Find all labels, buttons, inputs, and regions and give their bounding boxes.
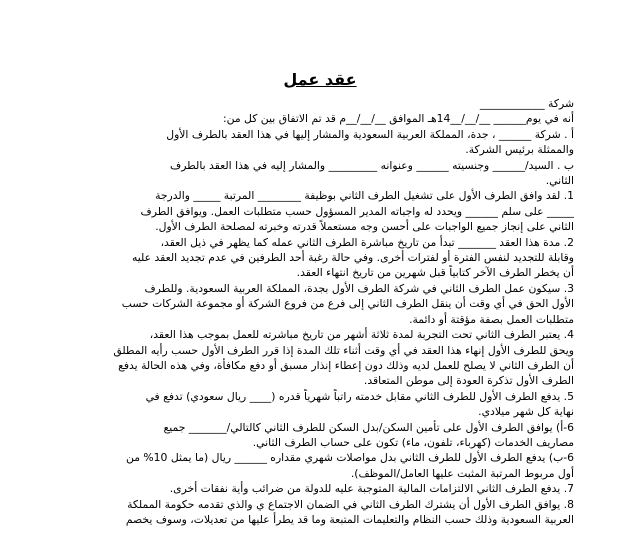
party-a-line: أ . شركة ______ ، جدة، المملكة العربية السعودية والمشار إليها في هذا العقد بالطرف الأول <box>166 127 574 141</box>
clause-4-line: أن الطرف الثاني لا يصلح للعمل لديه وذلك دون إعطاء إنذار مسبق أو دفع مكافأة، وفي هذه الحالة يدفع <box>118 358 574 372</box>
company-line: شركة ____________ <box>479 97 574 110</box>
contract-body <box>44 96 574 527</box>
clause-5-line: 5. يدفع الطرف الأول للطرف الثاني مقابل خدمته راتباً شهرياً قدره (____ ريال سعودي) تدفع في <box>145 389 574 403</box>
date-line: أنه في يوم______ __/__/__14هـ الموافق __/__/__م قد تم الاتفاق بين كل من: <box>222 112 574 126</box>
clause-3-line: 3. سيكون عمل الطرف الثاني في شركة الطرف الأول بجدة، المملكة العربية السعودية. وللطرف <box>144 281 574 295</box>
party-b-cont-line: الثاني. <box>545 174 574 188</box>
clause-2-line: وقابلة للتجديد لنفس الفترة أو لفترات أخرى. وفي حالة رغبة أحد الطرفين في عدم تجديد العقد عليه <box>132 251 574 265</box>
clause-3-line: متطلبات العمل بصفة مؤقتة أو دائمة. <box>409 312 574 326</box>
clause-5-line: نهاية كل شهر ميلادي. <box>478 405 574 419</box>
clause-6a-line: 6-أ) يوافق الطرف الأول على تأمين السكن/بدل السكن للطرف الثاني كالتالي/_______ جميع <box>163 420 574 434</box>
party-b-line: ب . السيد/______ وجنسيته ______ وعنوانه _________ والمشار إليه في هذا العقد بالطرف <box>170 158 574 172</box>
clause-6a-line: مصاريف الخدمات (كهرباء، تلفون، ماء) تكون على حساب الطرف الثاني. <box>252 435 574 449</box>
clause-3-line: الأول الحق في أي وقت أن ينقل الطرف الثاني إلى فرع من فروع الشركة أو مجموعة الشركات حسب <box>121 297 574 311</box>
party-a-rep-line: والممثلة برئيس الشركة. <box>465 143 574 157</box>
clause-1-line: _____ على سلم ______ ويحدد له واجباته المدير المسؤول حسب متطلبات العمل. ويوافق الطرف <box>140 204 574 218</box>
clause-2-line: أن يخطر الطرف الآخر كتابياً قبل شهرين من تاريخ انتهاء العقد. <box>296 266 574 280</box>
clause-4-line: ويحق للطرف الأول إنهاء هذا العقد في أي وقت أثناء تلك المدة إذا قرر الطرف الأول حسب رأيه المطلق <box>113 343 574 357</box>
clause-8-line: العربية السعودية وذلك حسب النظام والتعليمات المتبعة وما قد يطرأ عليها من تعديلات، وسوف يخصم <box>125 512 574 526</box>
clause-2-line: 2. مدة هذا العقد _______ تبدأ من تاريخ مباشرة الطرف الثاني عمله كما يظهر في ذيل العقد، <box>160 235 574 249</box>
document-title: عقد عمل <box>283 70 357 89</box>
clause-7-line: 7. يدفع الطرف الثاني الالتزامات المالية المتوجبة عليه للدولة من ضرائب وأية نفقات أخرى. <box>169 482 574 496</box>
clause-6b-line: 6-ب) يدفع الطرف الأول للطرف الثاني بدل مواصلات شهري مقداره ______ ريال (ما يمثل 10% من <box>125 451 574 465</box>
clause-4-line: الطرف الأول تذكرة العودة إلى موطن المتعاقد. <box>363 374 574 388</box>
clause-1-line: الثاني على إنجاز جميع الواجبات على أحسن وجه مستعملاً قدرته وخبرته لمصلحة الطرف الأول. <box>155 220 574 234</box>
clause-8-line: 8. يوافق الطرف الأول أن يشترك الطرف الثاني في الضمان الاجتماع ي والذي تقدمه حكومة المملكة <box>127 497 574 511</box>
clause-4-line: 4. يعتبر الطرف الثاني تحت التجربة لمدة ثلاثة أشهر من تاريخ مباشرته للعمل بموجب هذا العقد، <box>149 328 574 342</box>
clause-6b-line: أول مربوط المرتبة المثبت عليها العامل/الموظف). <box>350 466 574 480</box>
clause-1-line: 1. لقد وافق الطرف الأول على تشغيل الطرف الثاني بوظيفة ________ المرتبة _____ والدرجة <box>155 189 574 203</box>
